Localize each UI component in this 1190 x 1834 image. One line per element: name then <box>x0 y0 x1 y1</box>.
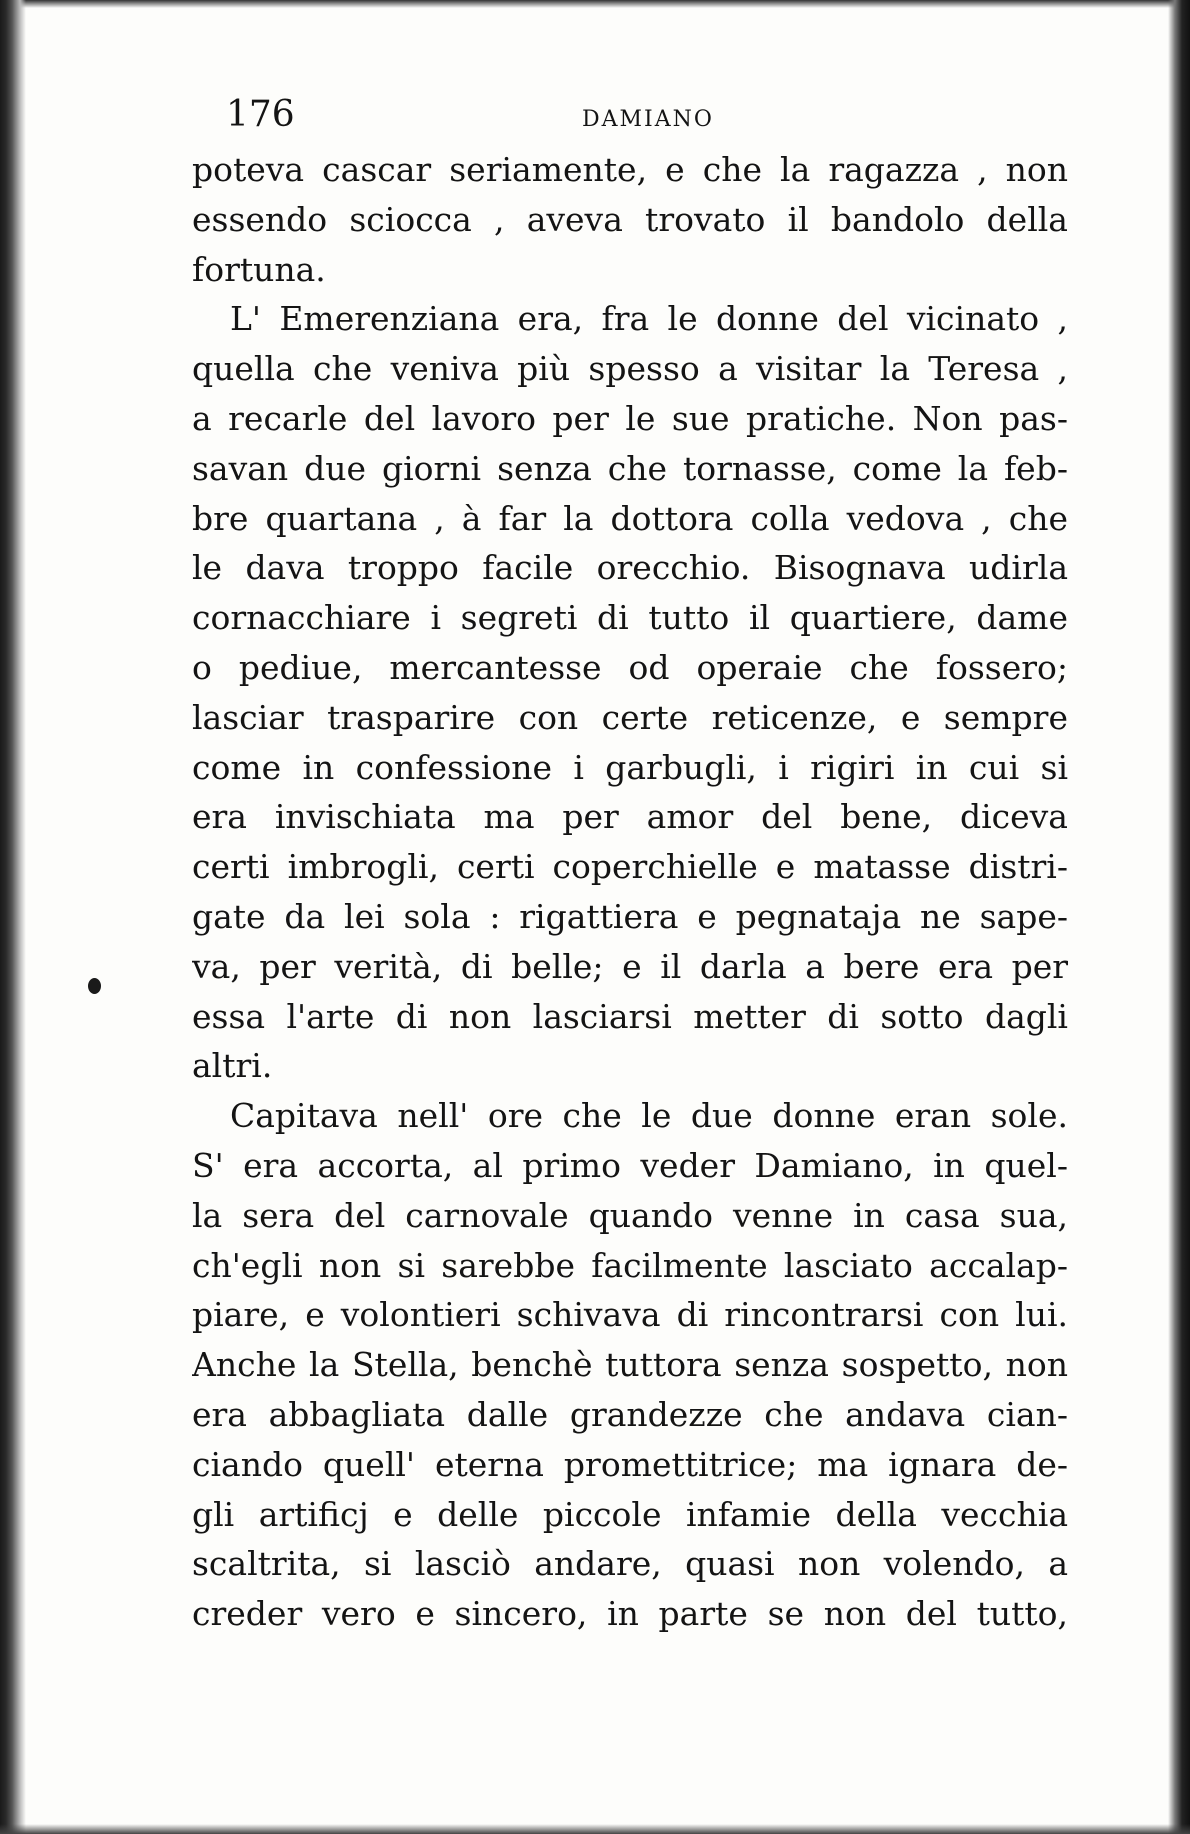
text-line: altri. <box>192 1046 273 1086</box>
text-line: poteva cascar seriamente, e che la ragazza , non <box>192 150 1068 189</box>
text-line: savan due giorni senza che tornasse, come la feb- <box>192 448 1068 488</box>
text-line: essendo sciocca , aveva trovato il bandolo della <box>192 199 1068 239</box>
page-edge-top <box>0 0 1190 8</box>
text-line: scaltrita, si lasciò andare, quasi non volendo, a <box>192 1544 1068 1584</box>
text-line: a recarle del lavoro per le sue pratiche. Non pas- <box>192 398 1068 438</box>
text-line: gli artificj e delle piccole infamie della vecchia <box>192 1494 1068 1534</box>
text-line: era abbagliata dalle grandezze che andava cian- <box>192 1394 1068 1434</box>
text-line: ciando quell' eterna promettitrice; ma ignara de- <box>192 1444 1068 1484</box>
body-text <box>192 145 1068 1639</box>
text-line: quella che veniva più spesso a visitar la Teresa , <box>192 349 1068 389</box>
text-line: la sera del carnovale quando venne in casa sua, <box>192 1195 1068 1235</box>
text-line: cornacchiare i segreti di tutto il quartiere, dame <box>192 598 1068 638</box>
text-line: o pediue, mercantesse od operaie che fossero; <box>192 647 1068 687</box>
page-edge-left <box>0 0 26 1834</box>
text-line: era invischiata ma per amor del bene, diceva <box>192 797 1068 837</box>
page-edge-right <box>1168 0 1190 1834</box>
text-line: creder vero e sincero, in parte se non del tutto, <box>192 1594 1068 1634</box>
text-line: Anche la Stella, benchè tuttora senza sospetto, non <box>192 1345 1068 1385</box>
text-line: S' era accorta, al primo veder Damiano, in quel- <box>192 1145 1068 1185</box>
page-header <box>196 92 1076 138</box>
page-edge-bottom <box>0 1824 1190 1834</box>
running-head: DAMIANO <box>582 107 714 132</box>
text-line: certi imbrogli, certi coperchielle e matasse distri- <box>192 847 1068 887</box>
text-line: piare, e volontieri schivava di rincontrarsi con lui. <box>192 1295 1068 1335</box>
text-line: L' Emerenziana era, fra le donne del vicinato , <box>230 299 1068 339</box>
text-line: ch'egli non si sarebbe facilmente lasciato accalap- <box>192 1245 1068 1285</box>
text-line: Capitava nell' ore che le due donne eran sole. <box>230 1096 1068 1136</box>
text-line: va, per verità, di belle; e il darla a bere era per <box>192 946 1068 986</box>
page-number: 176 <box>226 94 295 135</box>
text-line: essa l'arte di non lasciarsi metter di sotto dagli <box>192 996 1068 1036</box>
text-line: gate da lei sola : rigattiera e pegnataja ne sape- <box>192 896 1068 936</box>
text-line: fortuna. <box>192 249 326 289</box>
text-line: come in confessione i garbugli, i rigiri in cui si <box>192 747 1068 787</box>
text-line: lasciar trasparire con certe reticenze, e sempre <box>192 697 1068 737</box>
ink-blot <box>88 978 101 994</box>
text-line: bre quartana , à far la dottora colla vedova , che <box>192 498 1068 538</box>
text-line: le dava troppo facile orecchio. Bisognava udirla <box>192 548 1068 588</box>
